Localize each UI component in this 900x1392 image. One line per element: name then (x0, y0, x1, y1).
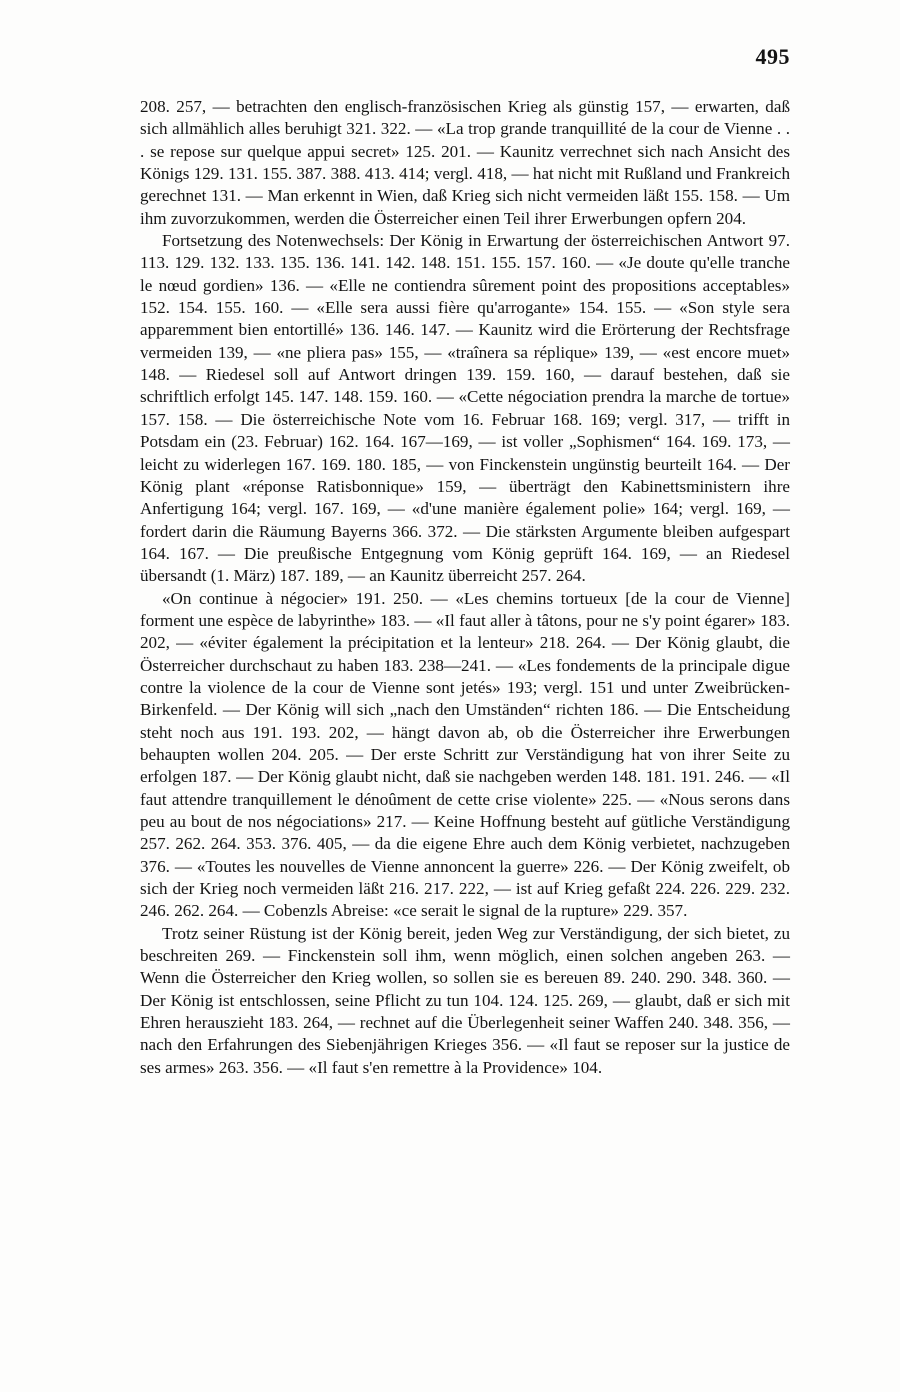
index-text-body (140, 96, 790, 1079)
paragraph-readiness: Trotz seiner Rüstung ist der König bereit, jeden Weg zur Verständigung, der sich bietet, zu beschreiten 269. — Finckenstein soll ihm, wenn möglich, einen solchen angeben 263. — Wenn die Österreicher den Krieg wollen, so sollen sie es bereuen 89. 240. 290. 348. 360. — Der König ist entschlossen, seine Pflicht zu tun 104. 124. 125. 269, — glaubt, daß er sich mit Ehren herauszieht 183. 264, — rechnet auf die Überlegenheit seiner Waffen 240. 348. 356, — nach den Erfahrungen des Siebenjährigen Krieges 356. — «Il faut se reposer sur la justice de ses armes» 263. 356. — «Il faut s'en remettre à la Providence» 104. (140, 923, 790, 1077)
page-number: 495 (755, 44, 790, 69)
paragraph-notenwechsel: Fortsetzung des Notenwechsels: Der König in Erwartung der österreichischen Antwort 97. 113. 129. 132. 133. 135. 136. 141. 142. 148. 151. 155. 157. 160. — «Je doute qu'elle tranche le nœud gordien» 136. — «Elle ne contiendra sûrement point des propositions acceptables» 152. 154. 155. 160. — «Elle sera aussi fière qu'arrogante» 154. 155. — «Son style sera apparemment bien entortillé» 136. 146. 147. — Kaunitz wird die Erörterung der Rechtsfrage vermeiden 139, — «ne pliera pas» 155, — «traînera sa réplique» 139, — «est encore muet» 148. — Riedesel soll auf Antwort dringen 139. 159. 160, — darauf bestehen, daß sie schriftlich erfolgt 145. 147. 148. 159. 160. — «Cette négociation prendra la marche de tortue» 157. 158. — Die österreichische Note vom 16. Februar 168. 169; vergl. 317, — trifft in Potsdam ein (23. Februar) 162. 164. 167—169, — ist voller „Sophismen“ 164. 169. 173, — leicht zu widerlegen 167. 169. 180. 185, — von Finckenstein ungünstig beurteilt 164. — Der König plant «réponse Ratisbonnique» 159, — überträgt den Kabinettsministern ihre Anfertigung 164; vergl. 167. 169, — «d'une manière également polie» 164; vergl. 169, — fordert darin die Räumung Bayerns 366. 372. — Die stärksten Argumente bleiben aufgespart 164. 167. — Die preußische Entgegnung vom König geprüft 164. 169, — an Riedesel übersandt (1. März) 187. 189, — an Kaunitz überreicht 257. 264. (140, 231, 790, 586)
paragraph-negotiation: «On continue à négocier» 191. 250. — «Les chemins tortueux [de la cour de Vienne] forment une espèce de labyrinthe» 183. — «Il faut aller à tâtons, pour ne s'y point égarer» 183. 202, — «éviter également la précipitation et la lenteur» 218. 264. — Der König glaubt, die Österreicher durchschaut zu haben 183. 238—241. — «Les fondements de la principale digue contre la violence de la cour de Vienne sont jetés» 193; vergl. 151 und unter Zweibrücken-Birkenfeld. — Der König will sich „nach den Umständen“ richten 186. — Die Entscheidung steht noch aus 191. 193. 202, — hängt davon ab, ob die Österreicher ihre Erwerbungen behaupten wollen 204. 205. — Der erste Schritt zur Verständigung hat von ihrer Seite zu erfolgen 187. — Der König glaubt nicht, daß sie nachgeben werden 148. 181. 191. 246. — «Il faut attendre tranquillement le dénoûment de cette crise violente» 225. — «Nous serons dans peu au bout de nos négociations» 217. — Keine Hoffnung besteht auf gütliche Verständigung 257. 262. 264. 353. 376. 405, — da die eigene Ehre auch dem König verbietet, nachzugeben 376. — «Toutes les nouvelles de Vienne annoncent la guerre» 226. — Der König zweifelt, ob sich der Krieg noch vermeiden läßt 216. 217. 222, — ist auf Krieg gefaßt 224. 226. 229. 232. 246. 262. 264. — Cobenzls Abreise: «ce serait le signal de la rupture» 229. 357. (140, 588, 790, 921)
paragraph-continued-entry: 208. 257, — betrachten den englisch-französischen Krieg als günstig 157, — erwarten, daß sich allmählich alles beruhigt 321. 322. — «La trop grande tranquillité de la cour de Vienne . . . se repose sur quelque appui secret» 125. 201. — Kaunitz verrechnet sich nach Ansicht des Königs 129. 131. 155. 387. 388. 413. 414; vergl. 418, — hat nicht mit Rußland und Frankreich gerechnet 131. — Man erkennt in Wien, daß Krieg sich nicht vermeiden läßt 155. 158. — Um ihm zuvorzukommen, werden die Österreicher einen Teil ihrer Erwerbungen opfern 204. (140, 97, 790, 228)
